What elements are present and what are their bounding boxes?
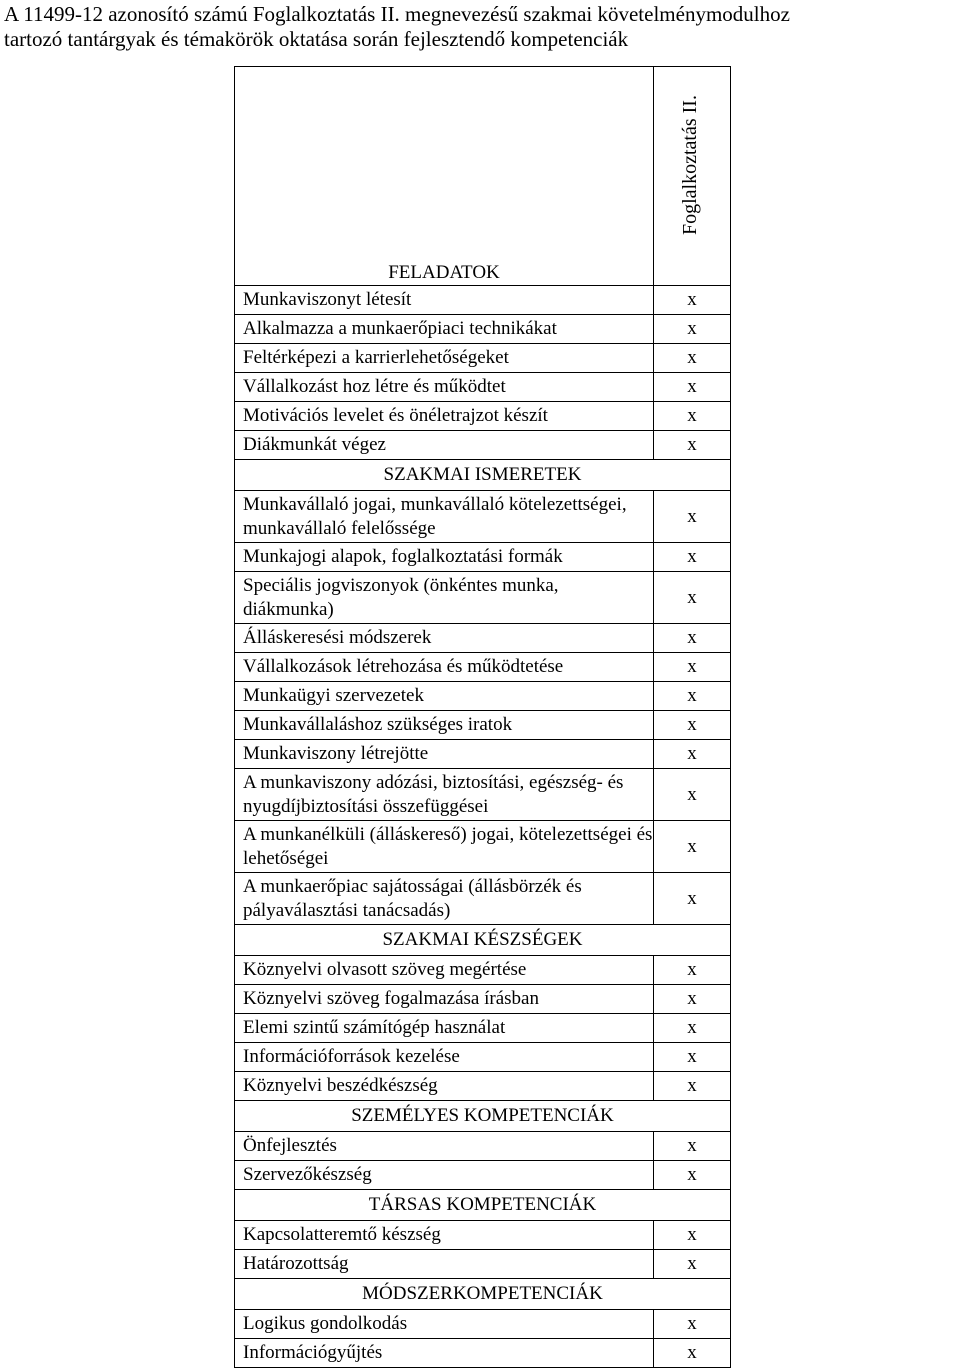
table-row	[235, 1221, 731, 1250]
table-row	[235, 1072, 731, 1101]
competency-table	[234, 66, 731, 1368]
table-row	[235, 373, 731, 402]
row-mark: x	[654, 873, 731, 925]
table-row	[235, 653, 731, 682]
title-line-1: A 11499-12 azonosító számú Foglalkoztatás II. megnevezésű szakmai követelménymodulhoz	[4, 2, 790, 26]
table-row	[235, 286, 731, 315]
column-header-cell	[654, 67, 731, 286]
row-mark: x	[654, 491, 731, 543]
section-heading: TÁRSAS KOMPETENCIÁK	[235, 1190, 731, 1221]
table-row	[235, 402, 731, 431]
table-row	[235, 711, 731, 740]
row-mark: x	[654, 1014, 731, 1043]
section-heading: MÓDSZERKOMPETENCIÁK	[235, 1279, 731, 1310]
table-row	[235, 624, 731, 653]
document-title	[4, 2, 960, 52]
row-mark: x	[654, 1250, 731, 1279]
row-mark: x	[654, 543, 731, 572]
row-label: Motivációs levelet és önéletrajzot készít	[235, 402, 654, 431]
row-mark: x	[654, 1161, 731, 1190]
table-row	[235, 1250, 731, 1279]
section-heading: SZAKMAI KÉSZSÉGEK	[235, 925, 731, 956]
header-blank-cell	[235, 67, 654, 258]
row-mark: x	[654, 682, 731, 711]
table-row	[235, 1014, 731, 1043]
row-label: Önfejlesztés	[235, 1132, 654, 1161]
table-row	[235, 956, 731, 985]
row-mark: x	[654, 1221, 731, 1250]
table-row	[235, 1339, 731, 1368]
row-label: Információforrások kezelése	[235, 1043, 654, 1072]
table-row	[235, 821, 731, 873]
row-label: A munkaerőpiac sajátosságai (állásbörzék és pályaválasztási tanácsadás)	[235, 873, 654, 925]
row-label: Munkavállaló jogai, munkavállaló kötelezettségei, munkavállaló felelőssége	[235, 491, 654, 543]
row-label: Munkaviszony létrejötte	[235, 740, 654, 769]
row-mark: x	[654, 985, 731, 1014]
row-mark: x	[654, 1043, 731, 1072]
row-label: Feltérképezi a karrierlehetőségeket	[235, 344, 654, 373]
row-label: Munkavállaláshoz szükséges iratok	[235, 711, 654, 740]
row-label: Munkajogi alapok, foglalkoztatási formák	[235, 543, 654, 572]
row-label: Vállalkozást hoz létre és működtet	[235, 373, 654, 402]
row-mark: x	[654, 344, 731, 373]
table-row	[235, 740, 731, 769]
table-row	[235, 1132, 731, 1161]
row-mark: x	[654, 769, 731, 821]
row-label: Munkaviszonyt létesít	[235, 286, 654, 315]
row-mark: x	[654, 402, 731, 431]
table-row	[235, 315, 731, 344]
row-label: Vállalkozások létrehozása és működtetése	[235, 653, 654, 682]
table-row	[235, 985, 731, 1014]
row-mark: x	[654, 572, 731, 624]
title-line-2: tartozó tantárgyak és témakörök oktatása során fejlesztendő kompetenciák	[4, 27, 629, 51]
row-mark: x	[654, 1310, 731, 1339]
row-mark: x	[654, 740, 731, 769]
row-mark: x	[654, 315, 731, 344]
row-mark: x	[654, 431, 731, 460]
row-label: Szervezőkészség	[235, 1161, 654, 1190]
row-label: Speciális jogviszonyok (önkéntes munka, diákmunka)	[235, 572, 654, 624]
row-label: Diákmunkát végez	[235, 431, 654, 460]
section-heading: SZEMÉLYES KOMPETENCIÁK	[235, 1101, 731, 1132]
row-label: Információgyűjtés	[235, 1339, 654, 1368]
row-label: Munkaügyi szervezetek	[235, 682, 654, 711]
table-row	[235, 543, 731, 572]
table-row	[235, 572, 731, 624]
row-mark: x	[654, 1132, 731, 1161]
row-mark: x	[654, 286, 731, 315]
table-row	[235, 1161, 731, 1190]
table-row	[235, 344, 731, 373]
table-row	[235, 682, 731, 711]
row-label: Köznyelvi szöveg fogalmazása írásban	[235, 985, 654, 1014]
table-row	[235, 431, 731, 460]
table-row	[235, 1043, 731, 1072]
table-row	[235, 491, 731, 543]
row-label: Köznyelvi olvasott szöveg megértése	[235, 956, 654, 985]
row-label: Kapcsolatteremtő készség	[235, 1221, 654, 1250]
row-mark: x	[654, 821, 731, 873]
row-label: Logikus gondolkodás	[235, 1310, 654, 1339]
row-mark: x	[654, 373, 731, 402]
row-label: Határozottság	[235, 1250, 654, 1279]
row-label: Álláskeresési módszerek	[235, 624, 654, 653]
table-row	[235, 769, 731, 821]
row-mark: x	[654, 956, 731, 985]
row-label: Köznyelvi beszédkészség	[235, 1072, 654, 1101]
column-header: Foglalkoztatás II.	[679, 95, 701, 235]
table-row	[235, 873, 731, 925]
row-mark: x	[654, 1072, 731, 1101]
row-mark: x	[654, 653, 731, 682]
row-label: Elemi szintű számítógép használat	[235, 1014, 654, 1043]
row-label: Alkalmazza a munkaerőpiaci technikákat	[235, 315, 654, 344]
row-mark: x	[654, 711, 731, 740]
table-row	[235, 1310, 731, 1339]
row-mark: x	[654, 624, 731, 653]
row-mark: x	[654, 1339, 731, 1368]
row-label: A munkanélküli (álláskereső) jogai, kötelezettségei és lehetőségei	[235, 821, 654, 873]
section-heading: FELADATOK	[235, 257, 654, 286]
row-label: A munkaviszony adózási, biztosítási, egészség- és nyugdíjbiztosítási összefüggései	[235, 769, 654, 821]
section-heading: SZAKMAI ISMERETEK	[235, 460, 731, 491]
